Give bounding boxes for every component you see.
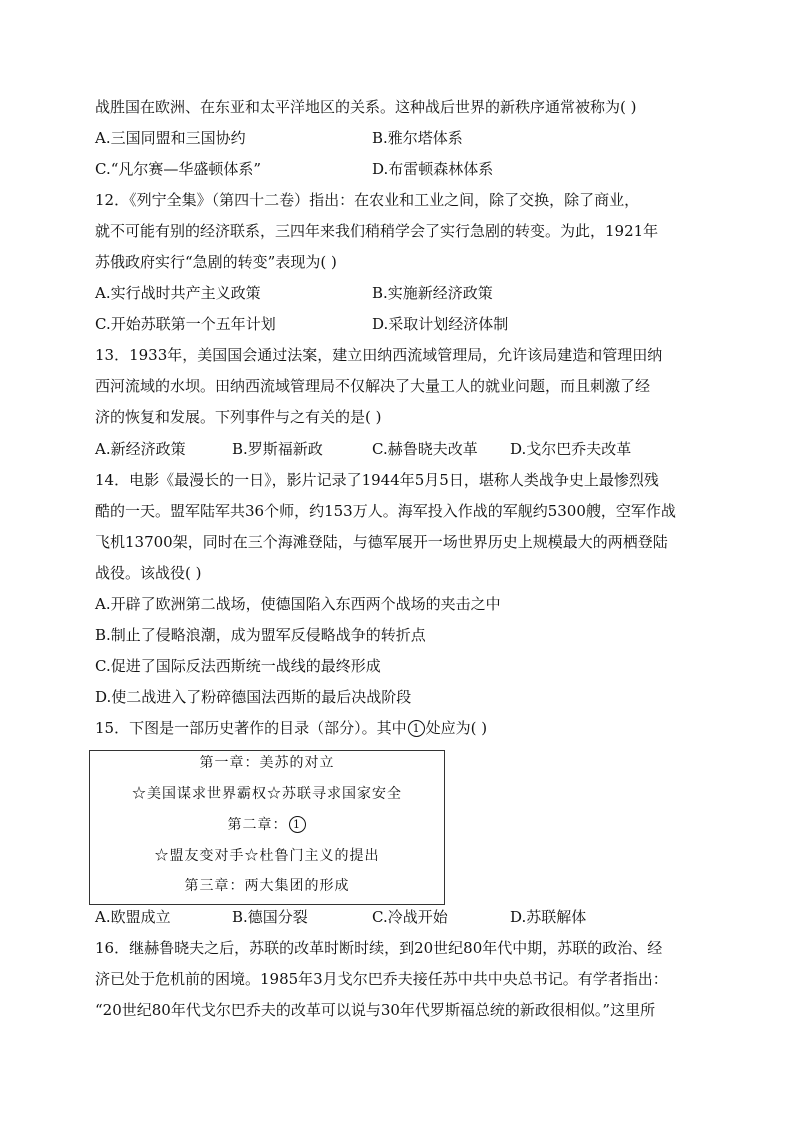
q14-stem-line-2: 酷的一天。盟军陆军共36个师，约153万人。海军投入作战的军舰约5300艘，空军作战 [95, 502, 676, 520]
q13-stem-line-1: 13．1933年，美国国会通过法案，建立田纳西流域管理局，允许该局建造和管理田纳 [95, 346, 663, 364]
q11-option-b[interactable]: B.雅尔塔体系 [372, 129, 463, 147]
q12-option-d[interactable]: D.采取计划经济体制 [372, 315, 509, 333]
q15-option-c[interactable]: C.冷战开始 [372, 908, 448, 926]
q11-option-c[interactable]: C.“凡尔赛—华盛顿体系” [95, 160, 262, 178]
q12-option-c[interactable]: C.开始苏联第一个五年计划 [95, 315, 276, 333]
toc-chapter-1-items: ☆美国谋求世界霸权☆苏联寻求国家安全 [132, 786, 402, 802]
q15-stem-post: 处应为( ) [425, 719, 488, 737]
q15-stem-line [95, 718, 487, 738]
q15-option-b[interactable]: B.德国分裂 [232, 908, 308, 926]
q11-option-d[interactable]: D.布雷顿森林体系 [372, 160, 494, 178]
toc-chapter-2 [90, 816, 444, 834]
toc-chapter-3: 第三章：两大集团的形成 [184, 878, 350, 894]
q15-stem-pre: 15．下图是一部历史著作的目录（部分）。其中 [95, 719, 407, 737]
q13-option-c[interactable]: C.赫鲁晓夫改革 [372, 440, 478, 458]
q16-stem-line-2: 济已处于危机前的困境。1985年3月戈尔巴乔夫接任苏中共中央总书记。有学者指出： [95, 970, 668, 988]
q16-stem-line-1: 16．继赫鲁晓夫之后，苏联的改革时断时续，到20世纪80年代中期，苏联的政治、经 [95, 939, 663, 957]
q15-marker-circle: 1 [408, 720, 425, 737]
q16-stem-line-3: “20世纪80年代戈尔巴乔夫的改革可以说与30年代罗斯福总统的新政很相似。”这里所 [95, 1001, 656, 1019]
q14-option-a[interactable]: A.开辟了欧洲第二战场，使德国陷入东西两个战场的夹击之中 [95, 595, 501, 613]
q15-option-d[interactable]: D.苏联解体 [510, 908, 587, 926]
q13-option-d[interactable]: D.戈尔巴乔夫改革 [510, 440, 632, 458]
q14-option-b[interactable]: B.制止了侵略浪潮，成为盟军反侵略战争的转折点 [95, 626, 426, 644]
q13-stem-line-3: 济的恢复和发展。下列事件与之有关的是( ) [95, 408, 382, 426]
q11-option-a[interactable]: A.三国同盟和三国协约 [95, 129, 246, 147]
q11-stem-line: 战胜国在欧洲、在东亚和太平洋地区的关系。这种战后世界的新秩序通常被称为( ) [95, 98, 637, 116]
q12-stem-line-2: 就不可能有别的经济联系，三四年来我们稍稍学会了实行急剧的转变。为此，1921年 [95, 222, 659, 240]
q15-option-a[interactable]: A.欧盟成立 [95, 908, 171, 926]
q14-stem-line-1: 14．电影《最漫长的一日》，影片记录了1944年5月5日，堪称人类战争史上最惨烈残 [95, 471, 659, 489]
toc-chapter-2-items: ☆盟友变对手☆杜鲁门主义的提出 [154, 848, 380, 864]
q14-stem-line-3: 飞机13700架，同时在三个海滩登陆，与德军展开一场世界历史上规模最大的两栖登陆 [95, 533, 668, 551]
q13-option-b[interactable]: B.罗斯福新政 [232, 440, 323, 458]
q14-stem-line-4: 战役。该战役( ) [95, 564, 202, 582]
toc-chapter-2-label: 第二章： [227, 817, 288, 833]
q14-option-d[interactable]: D.使二战进入了粉碎德国法西斯的最后决战阶段 [95, 688, 412, 706]
q13-stem-line-2: 西河流域的水坝。田纳西流域管理局不仅解决了大量工人的就业问题，而且刺激了经 [95, 377, 651, 395]
q15-toc-figure [89, 750, 445, 905]
q12-option-a[interactable]: A.实行战时共产主义政策 [95, 284, 261, 302]
toc-marker-circle: 1 [289, 816, 306, 833]
q13-option-a[interactable]: A.新经济政策 [95, 440, 186, 458]
q14-option-c[interactable]: C.促进了国际反法西斯统一战线的最终形成 [95, 657, 381, 675]
q12-stem-line-1: 12．《列宁全集》（第四十二卷）指出：在农业和工业之间，除了交换，除了商业， [95, 191, 640, 209]
q12-stem-line-3: 苏俄政府实行“急剧的转变”表现为( ) [95, 253, 337, 271]
toc-chapter-1: 第一章：美苏的对立 [199, 755, 335, 771]
q12-option-b[interactable]: B.实施新经济政策 [372, 284, 493, 302]
